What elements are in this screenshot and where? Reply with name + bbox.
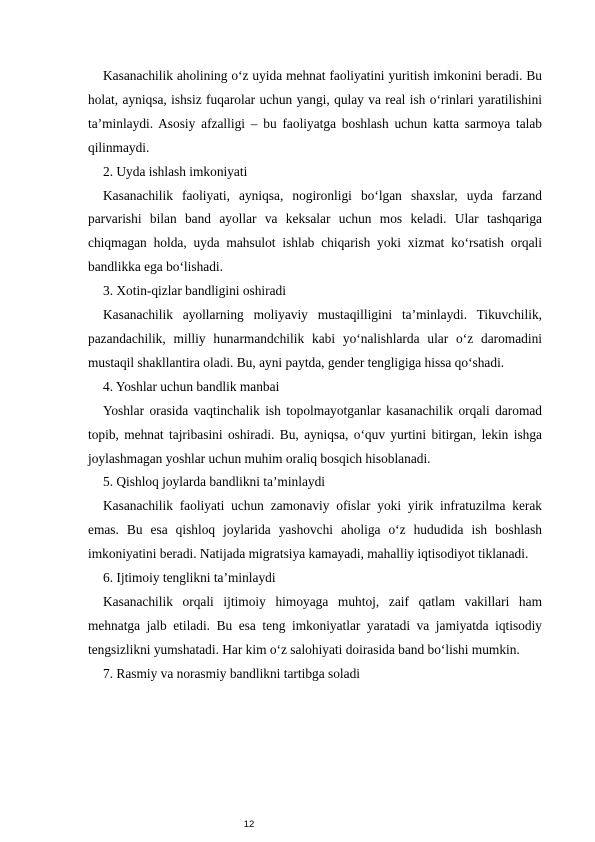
document-body [88,64,542,686]
paragraph-section-5: Kasanachilik faoliyati uchun zamonaviy ofislar yoki yirik infratuzilma kerak emas. Bu esa qishloq joylarida yashovchi aholiga o‘z hududida ish boshlash imkoniyatini beradi. Natijada migratsiya kamayadi, mahalliy iqtisodiyot tiklanadi. [88,498,542,562]
section-heading-2: 2. Uyda ishlash imkoniyati [103,163,248,179]
paragraph-section-2: Kasanachilik faoliyati, ayniqsa, nogironligi bo‘lgan shaxslar, uyda farzand parvarishi bilan band ayollar va keksalar uchun mos keladi. Ular tashqariga chiqmagan holda, uyda mahsulot ishlab chiqarish yoki xizmat ko‘rsatish orqali bandlikka ega bo‘lishadi. [88,187,542,275]
section-heading-7: 7. Rasmiy va norasmiy bandlikni tartibga soladi [103,665,360,681]
section-heading-5: 5. Qishloq joylarda bandlikni ta’minlaydi [103,474,326,490]
paragraph-section-6: Kasanachilik orqali ijtimoiy himoyaga muhtoj, zaif qatlam vakillari ham mehnatga jalb etiladi. Bu esa teng imkoniyatlar yaratadi va jamiyatda iqtisodiy tengsizlikni yumshatadi. Har kim o‘z salohiyati doirasida band bo‘lishi mumkin. [88,593,542,657]
page-number: 12 [243,819,255,830]
paragraph-intro: Kasanachilik aholining o‘z uyida mehnat faoliyatini yuritish imkonini beradi. Bu holat, ayniqsa, ishsiz fuqarolar uchun yangi, qulay va real ish o‘rinlari yaratilishini ta’minlaydi. Asosiy afzalligi – bu faoliyatga boshlash uchun katta sarmoya talab qilinmaydi. [88,68,542,155]
paragraph-section-3: Kasanachilik ayollarning moliyaviy mustaqilligini ta’minlaydi. Tikuvchilik, pazandachilik, milliy hunarmandchilik kabi yo‘nalishlarda ular o‘z daromadini mustaqil shakllantira oladi. Bu, ayni paytda, gender tengligiga hissa qo‘shadi. [88,307,542,370]
section-heading-3: 3. Xotin-qizlar bandligini oshiradi [103,283,286,299]
paragraph-section-4: Yoshlar orasida vaqtinchalik ish topolmayotganlar kasanachilik orqali daromad topib, mehnat tajribasini oshiradi. Bu, ayniqsa, o‘quv yurtini bitirgan, lekin ishga joylashmagan yoshlar uchun muhim oraliq bosqich hisoblanadi. [88,402,542,466]
section-heading-4: 4. Yoshlar uchun bandlik manbai [103,378,280,394]
section-heading-6: 6. Ijtimoiy tenglikni ta’minlaydi [103,570,276,586]
